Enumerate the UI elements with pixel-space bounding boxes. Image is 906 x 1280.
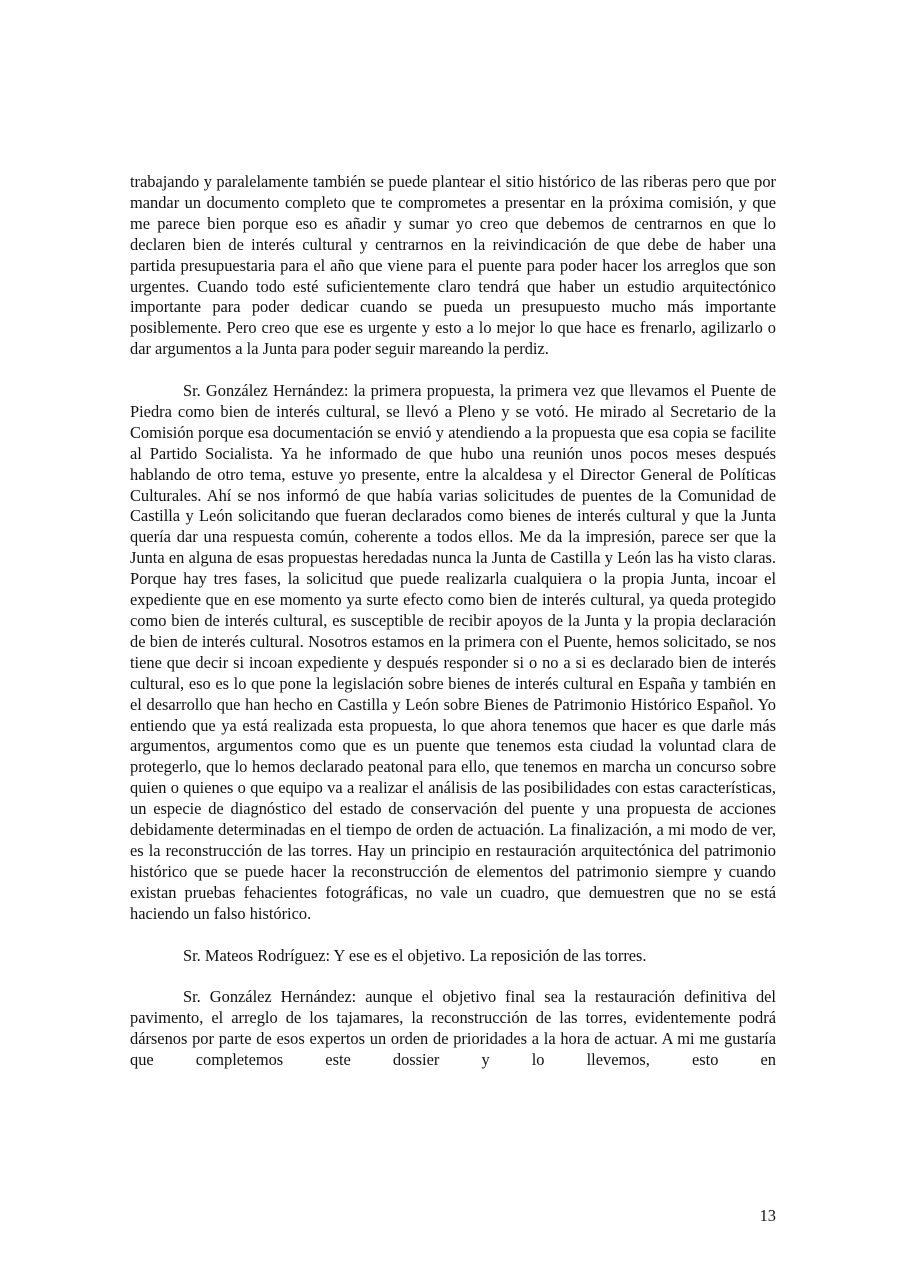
paragraph-gonzalez-hernandez-1: Sr. González Hernández: la primera propuesta, la primera vez que llevamos el Puente de Piedra como bien de interés cultural, se llevó a Pleno y se votó. He mirado al Secretario de la Comisión porque esa documentación se envió y atendiendo a la propuesta que esa copia se facilite al Partido Socialista. Ya he informado de que hubo una reunión unos pocos meses después hablando de otro tema, estuve yo presente, entre la alcaldesa y el Director General de Políticas Culturales. Ahí se nos informó de que había varias solicitudes de puentes de la Comunidad de Castilla y León solicitando que fueran declarados como bienes de interés cultural y que la Junta quería dar una respuesta común, coherente a todos ellos. Me da la impresión, parece ser que la Junta en alguna de esas propuestas heredadas nunca la Junta de Castilla y León las ha visto claras. Porque hay tres fases, la solicitud que puede realizarla cualquiera o la propia Junta, incoar el expediente que en ese momento ya surte efecto como bien de interés cultural, ya queda protegido como bien de interés cultural, es susceptible de recibir apoyos de la Junta y la propia declaración de bien de interés cultural. Nosotros estamos en la primera con el Puente, hemos solicitado, se nos tiene que decir si incoan expediente y después responder si o no a si es declarado bien de interés cultural, eso es lo que pone la legislación sobre bienes de interés cultural en España y también en el desarrollo que han hecho en Castilla y León sobre Bienes de Patrimonio Histórico Español. Yo entiendo que ya está realizada esta propuesta, lo que ahora tenemos que hacer es que darle más argumentos, argumentos como que es un puente que tenemos esta ciudad la voluntad clara de protegerlo, que lo hemos declarado peatonal para ello, que tenemos en marcha un concurso sobre quien o quienes o que equipo va a realizar el análisis de las posibilidades con estas características, un especie de diagnóstico del estado de conservación del puente y una propuesta de acciones debidamente determinadas en el tiempo de orden de actuación. La finalización, a mi modo de ver, es la reconstrucción de las torres. Hay un principio en restauración arquitectónica del patrimonio histórico que se puede hacer la reconstrucción de elementos del patrimonio siempre y cuando existan pruebas fehacientes fotográficas, no vale un cuadro, que demuestren que no se está haciendo un falso histórico. [130,381,776,923]
page-number: 13 [759,1206,776,1225]
document-body [130,172,776,1071]
paragraph-gonzalez-hernandez-2: Sr. González Hernández: aunque el objetivo final sea la restauración definitiva del pavimento, el arreglo de los tajamares, la reconstrucción de las torres, evidentemente podrá dársenos por parte de esos expertos un orden de prioridades a la hora de actuar. A mi me gustaría que completemos este dossier y lo llevemos, esto en [130,987,776,1070]
paragraph-continuation: trabajando y paralelamente también se puede plantear el sitio histórico de las riberas pero que por mandar un documento completo que te comprometes a presentar en la próxima comisión, y que me parece bien porque eso es añadir y sumar yo creo que debemos de centrarnos en que lo declaren bien de interés cultural y centrarnos en la reivindicación de que debe de haber una partida presupuestaria para el año que viene para el puente para poder hacer los arreglos que son urgentes. Cuando todo esté suficientemente claro tendrá que haber un estudio arquitectónico importante para poder dedicar cuando se pueda un presupuesto mucho más importante posiblemente. Pero creo que ese es urgente y esto a lo mejor lo que hace es frenarlo, agilizarlo o dar argumentos a la Junta para poder seguir mareando la perdiz. [130,172,776,359]
paragraph-mateos-rodriguez: Sr. Mateos Rodríguez: Y ese es el objetivo. La reposición de las torres. [183,945,647,965]
